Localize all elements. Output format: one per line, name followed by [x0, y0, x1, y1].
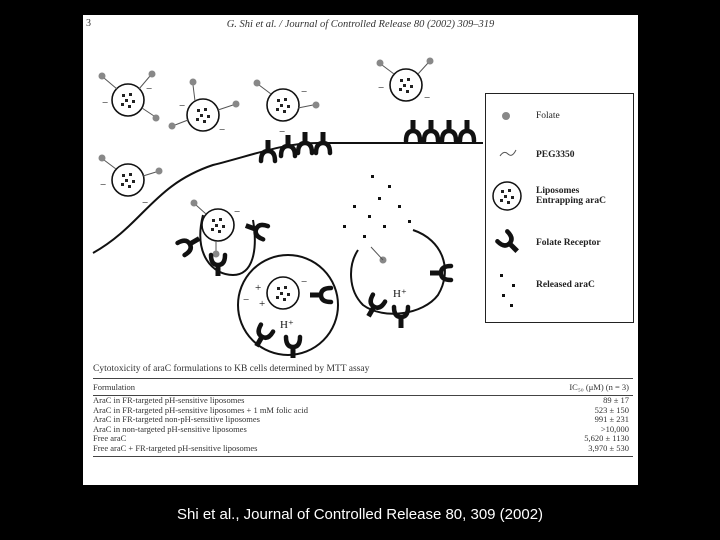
svg-text:+: +: [259, 298, 266, 310]
svg-text:−: −: [301, 86, 308, 98]
released-arac-icon: [500, 274, 515, 307]
ic50-cell: 89 ± 17: [603, 395, 629, 405]
ic50-cell: 991 ± 231: [594, 414, 629, 425]
svg-text:+: +: [255, 282, 262, 294]
folate-receptor: [261, 140, 275, 161]
ic50-cell: 5,620 ± 1130: [584, 433, 629, 444]
column-header-formulation: Formulation: [93, 379, 510, 396]
svg-text:−: −: [234, 206, 241, 218]
liposome: [377, 58, 434, 105]
formulation-cell: Free araC: [93, 433, 127, 444]
svg-text:−: −: [378, 82, 385, 94]
ic50-cell: 3,970 ± 530: [510, 444, 633, 456]
table-caption: Cytotoxicity of araC formulations to KB cells determined by MTT assay: [93, 364, 370, 374]
liposome-binding: [191, 200, 241, 258]
liposome-icon: [493, 182, 521, 210]
column-header-ic50: IC₅₀ (μM) (n = 3): [510, 379, 633, 396]
proton-label: H⁺: [393, 288, 407, 300]
svg-text:−: −: [424, 92, 431, 104]
legend-label-liposomes: Liposomes Entrapping araC: [536, 186, 606, 206]
ic50-cell: 523 ± 150: [594, 404, 629, 415]
svg-text:−: −: [243, 294, 250, 306]
legend-label-peg: PEG3350: [536, 150, 575, 160]
folate-receptor: [406, 120, 420, 141]
formulation-cell: AraC in FR-targeted pH-sensitive liposomes: [93, 395, 245, 405]
svg-text:−: −: [100, 179, 107, 191]
folate-receptor: [316, 132, 330, 153]
svg-text:−: −: [301, 276, 308, 288]
folate-receptor: [178, 232, 203, 255]
svg-text:−: −: [102, 97, 109, 109]
folate-receptor: [243, 219, 268, 239]
legend-label-receptor: Folate Receptor: [536, 238, 601, 248]
liposome: [254, 80, 320, 139]
svg-text:−: −: [219, 124, 226, 136]
liposome: [99, 71, 160, 122]
folate-receptor: [281, 135, 295, 156]
formulation-cell: AraC in FR-targeted pH-sensitive liposomes + 1 mM folic acid: [93, 404, 308, 415]
formulation-cell: AraC in non-targeted pH-sensitive liposomes: [93, 423, 247, 434]
page-mark: 3: [86, 18, 91, 29]
proton-label: H⁺: [280, 319, 294, 331]
liposome: [169, 79, 240, 137]
folate-receptor-icon: [497, 231, 522, 256]
formulation-cell: Free araC + FR-targeted pH-sensitive liposomes: [93, 444, 510, 456]
svg-text:−: −: [179, 100, 186, 112]
released-arac: [343, 175, 411, 238]
table-row: [93, 425, 633, 435]
formulation-cell: AraC in FR-targeted non-pH-sensitive liposomes: [93, 414, 260, 425]
ic50-cell: >10,000: [600, 423, 629, 434]
folate-icon: [502, 112, 510, 120]
legend-label-released: Released araC: [536, 280, 595, 290]
liposome: [99, 155, 163, 210]
slide-caption: Shi et al., Journal of Controlled Release 80, 309 (2002): [176, 506, 544, 523]
svg-text:−: −: [146, 83, 153, 95]
table-row: [93, 444, 633, 456]
legend: [485, 93, 634, 323]
journal-figure: [83, 15, 638, 485]
folate-receptor: [424, 120, 438, 141]
legend-label-folate: Folate: [536, 111, 560, 121]
journal-header: G. Shi et al. / Journal of Controlled Release 80 (2002) 309–319: [226, 19, 495, 30]
peg-icon: [500, 150, 516, 156]
folate-receptor: [460, 120, 474, 141]
folate-receptor: [298, 132, 312, 153]
cytotoxicity-table: [93, 364, 633, 457]
svg-text:−: −: [142, 197, 149, 209]
svg-text:−: −: [279, 126, 286, 138]
folate-receptor: [442, 120, 456, 141]
